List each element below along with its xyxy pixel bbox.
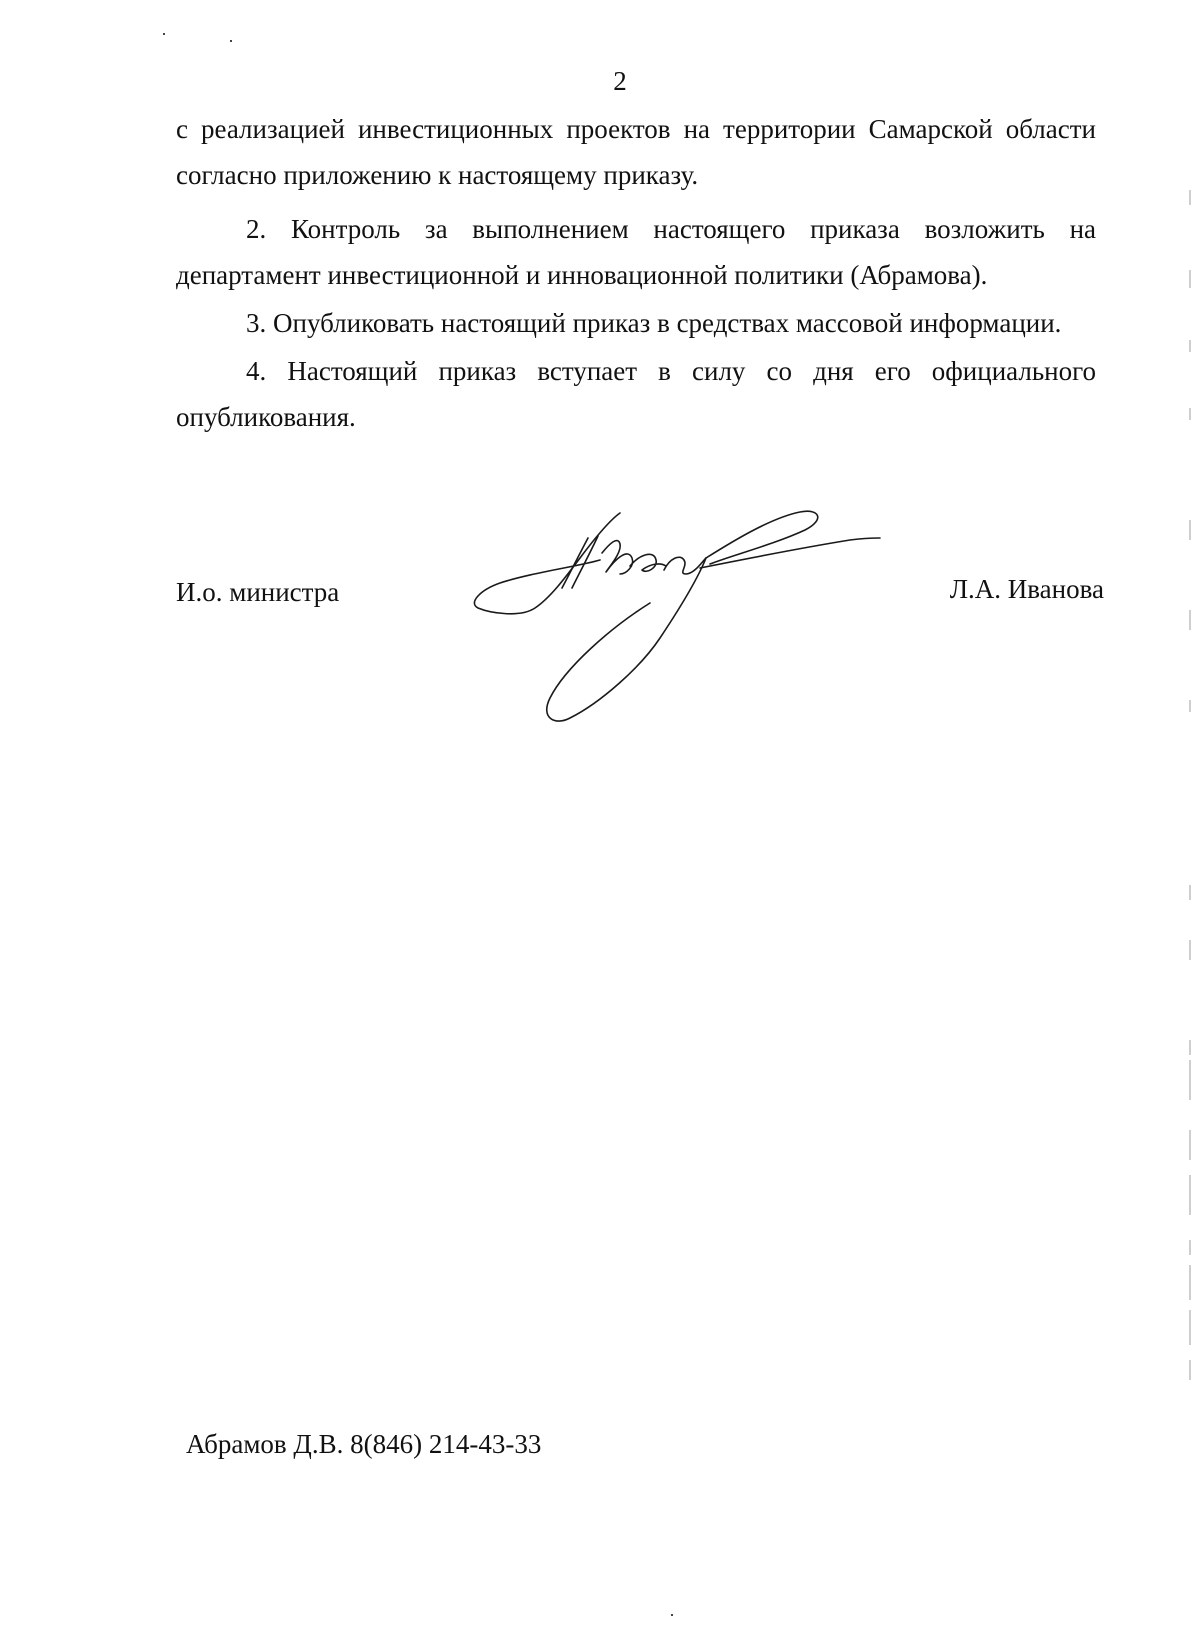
paragraph-item-3 [176, 300, 1096, 346]
scan-speck [230, 40, 232, 42]
page-number: 2 [613, 66, 627, 96]
scan-speck [163, 33, 165, 35]
paragraph-item-2 [176, 206, 1096, 298]
scan-speck [671, 1614, 673, 1616]
paragraph-continuation [176, 106, 1096, 198]
signatory-name: Л.А. Иванова [949, 574, 1104, 604]
signatory-role: И.о. министра [176, 577, 340, 607]
handwritten-signature [470, 508, 890, 728]
paragraph-text: 3. Опубликовать настоящий приказ в средствах массовой информации. [246, 308, 1062, 338]
paragraph-item-4 [176, 348, 1096, 440]
executor-contact: Абрамов Д.В. 8(846) 214-43-33 [186, 1429, 542, 1459]
paragraph-text: 2. Контроль за выполнением настоящего приказа возложить на департамент инвестиционной и инновационной политики (Абрамова). [176, 214, 1096, 290]
paragraph-text: 4. Настоящий приказ вступает в силу со дня его официального опубликования. [176, 356, 1096, 432]
paragraph-text: с реализацией инвестиционных проектов на территории Самарской области согласно приложению к настоящему приказу. [176, 114, 1096, 190]
